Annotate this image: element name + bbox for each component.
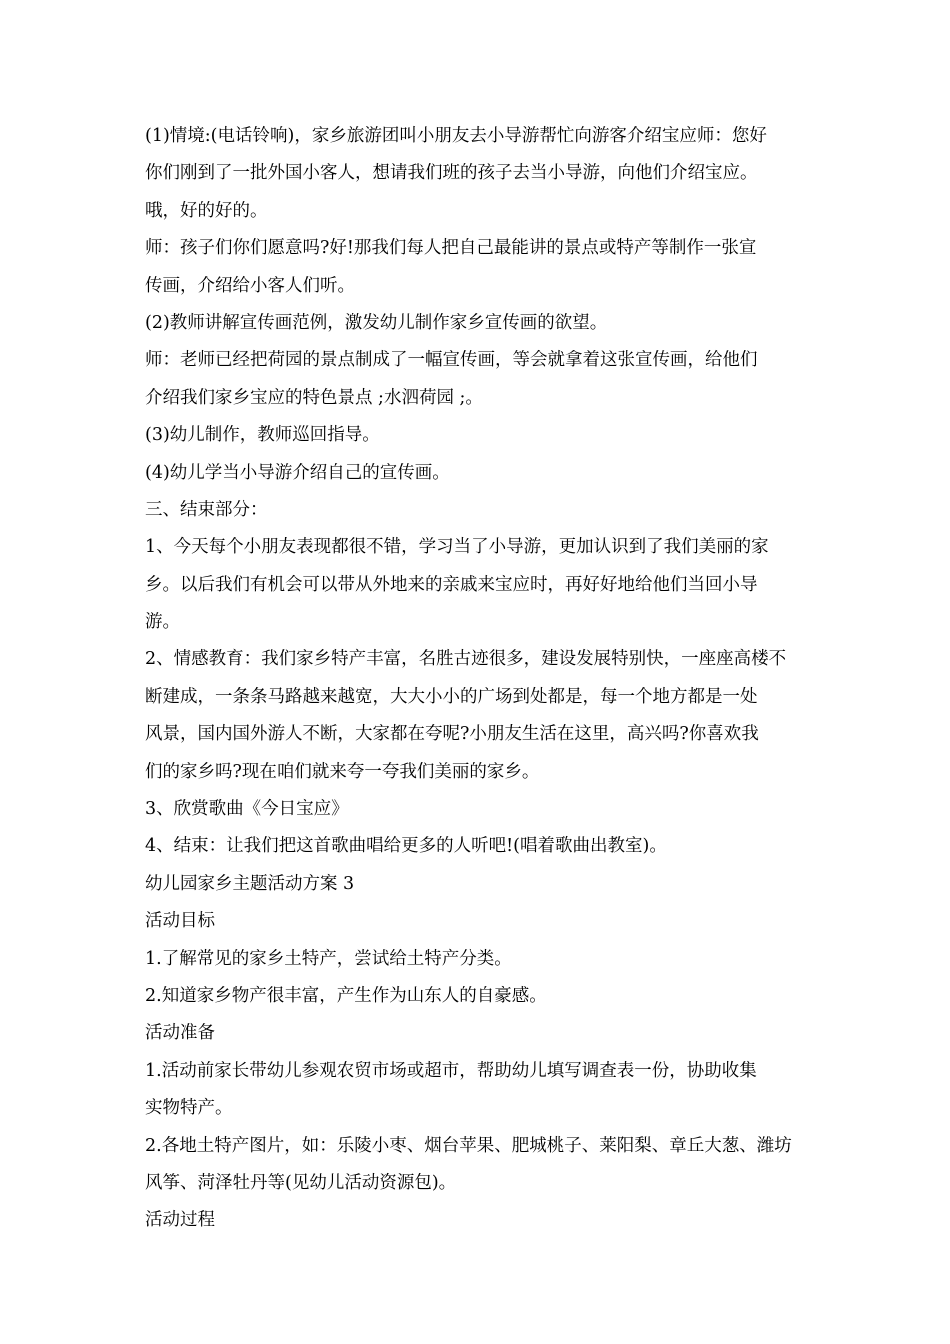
section-heading: 活动准备 <box>145 1023 215 1044</box>
text-line: 实物特产。 <box>145 1098 233 1119</box>
text-line: (1)情境:(电话铃响)，家乡旅游团叫小朋友去小导游帮忙向游客介绍宝应师：您好 <box>145 126 767 146</box>
text-line: (2)教师讲解宣传画范例，激发幼儿制作家乡宣传画的欲望。 <box>145 312 608 333</box>
text-line: 2.各地土特产图片，如：乐陵小枣、烟台苹果、肥城桃子、莱阳梨、章丘大葱、潍坊 <box>145 1135 792 1156</box>
text-line: 们的家乡吗?现在咱们就来夸一夸我们美丽的家乡。 <box>145 761 540 782</box>
section-heading: 三、结束部分： <box>145 499 268 520</box>
document-body <box>145 118 810 1240</box>
text-line: 师：孩子们你们愿意吗?好!那我们每人把自己最能讲的景点或特产等制作一张宣 <box>145 238 757 259</box>
text-line: 2.知道家乡物产很丰富，产生作为山东人的自豪感。 <box>145 985 547 1006</box>
text-line: 3、欣赏歌曲《今日宝应》 <box>145 799 349 820</box>
text-line: 哦，好的好的。 <box>145 200 268 221</box>
section-title: 幼儿园家乡主题活动方案 3 <box>145 873 355 894</box>
text-line: 1.了解常见的家乡土特产，尝试给土特产分类。 <box>145 948 512 969</box>
text-line: 1、今天每个小朋友表现都很不错，学习当了小导游，更加认识到了我们美丽的家 <box>145 537 769 558</box>
text-line: 介绍我们家乡宝应的特色景点 ;水泗荷园 ;。 <box>145 387 483 408</box>
text-line: 4、结束：让我们把这首歌曲唱给更多的人听吧!(唱着歌曲出教室)。 <box>145 836 667 857</box>
text-line: 1.活动前家长带幼儿参观农贸市场或超市，帮助幼儿填写调查表一份，协助收集 <box>145 1060 757 1081</box>
text-line: 风景，国内国外游人不断，大家都在夸呢?小朋友生活在这里，高兴吗?你喜欢我 <box>145 724 759 745</box>
text-line: (3)幼儿制作，教师巡回指导。 <box>145 425 380 446</box>
text-line: 断建成，一条条马路越来越宽，大大小小的广场到处都是，每一个地方都是一处 <box>145 686 758 707</box>
section-heading: 活动过程 <box>145 1210 215 1231</box>
text-line: (4)幼儿学当小导游介绍自己的宣传画。 <box>145 462 450 483</box>
text-line: 2、情感教育：我们家乡特产丰富，名胜古迹很多，建设发展特别快，一座座高楼不 <box>145 649 787 670</box>
text-line: 乡。以后我们有机会可以带从外地来的亲戚来宝应时，再好好地给他们当回小导 <box>145 574 758 595</box>
text-line: 师：老师已经把荷园的景点制成了一幅宣传画，等会就拿着这张宣传画，给他们 <box>145 350 758 371</box>
text-line: 传画，介绍给小客人们听。 <box>145 275 355 296</box>
text-line: 游。 <box>145 612 180 633</box>
section-heading: 活动目标 <box>145 911 215 932</box>
text-line: 你们刚到了一批外国小客人，想请我们班的孩子去当小导游，向他们介绍宝应。 <box>145 163 758 184</box>
text-line: 风筝、菏泽牡丹等(见幼儿活动资源包)。 <box>145 1172 457 1193</box>
